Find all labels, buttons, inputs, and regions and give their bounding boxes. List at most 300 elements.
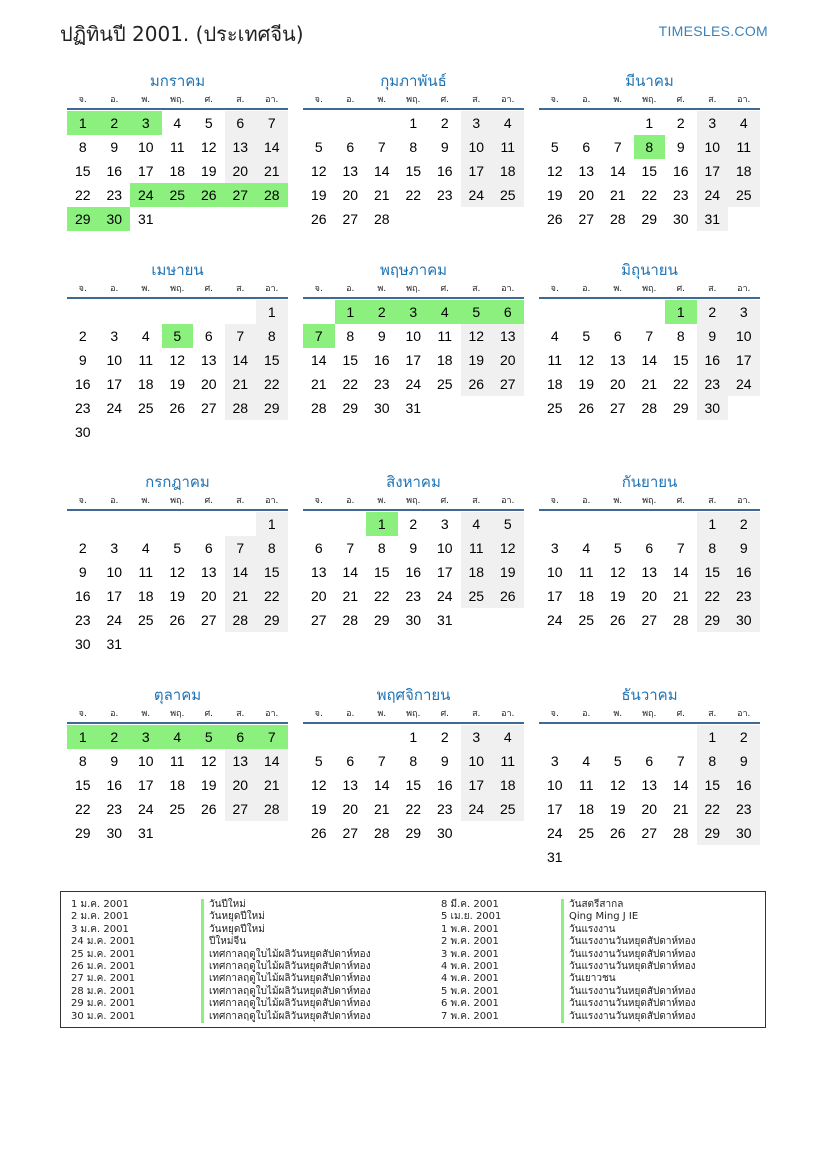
day-cell: 15 [405,163,422,179]
day-cell: 25 [436,376,453,392]
legend-date: 5 เม.ย. 2001 [441,911,502,923]
weekday-label: ส. [236,709,245,719]
day-cell: 28 [256,797,288,821]
month-block [539,684,760,869]
day-cell: 16 [436,777,453,793]
day-cell: 4 [173,115,182,131]
day-cell: 16 [405,564,422,580]
day-cell: 11 [578,777,594,793]
page-title: ปฏิทินปี 2001. (ประเทศจีน) [60,22,304,46]
day-cell: 7 [225,536,257,560]
day-cell: 25 [728,183,760,207]
day-cell: 11 [437,328,453,344]
day-cell-holiday: 1 [366,512,398,536]
weekday-label: อา. [265,496,279,506]
day-cell: 31 [546,849,563,865]
month-block [67,471,288,656]
weekday-label: อา. [265,95,279,105]
day-cell: 18 [137,376,154,392]
month-block [303,70,524,231]
weekday-label: พฤ. [170,709,185,719]
day-cell: 24 [546,825,563,841]
legend-holiday-name: วันสตรีสากล [561,899,696,911]
weekday-label: อ. [346,284,355,294]
day-cell: 20 [342,801,359,817]
empty-cell [571,300,603,324]
day-cell-holiday: 5 [162,324,194,348]
day-cell: 23 [74,612,91,628]
day-cell: 22 [672,376,689,392]
legend-holiday-name: เทศกาลฤดูใบไม้ผลิวันหยุดสัปดาห์ทอง [201,986,371,998]
day-cell: 24 [697,183,729,207]
legend-holiday-name: ปีใหม่จีน [201,936,371,948]
day-cell: 24 [106,612,123,628]
legend-holiday-name: Qing Ming J IE [561,911,696,923]
day-cell: 30 [728,608,760,632]
day-cell: 5 [613,753,622,769]
day-cell: 2 [409,516,418,532]
empty-cell [67,512,99,536]
month-name: มกราคม [149,72,206,90]
day-cell: 30 [106,825,123,841]
day-grid [539,512,760,632]
day-cell: 6 [225,111,257,135]
day-cell: 4 [492,725,524,749]
empty-cell [539,725,571,749]
day-cell: 27 [200,400,217,416]
day-cell: 12 [310,163,327,179]
weekday-label: ศ. [440,496,450,506]
day-cell: 11 [169,753,185,769]
legend-date: 6 พ.ค. 2001 [441,998,499,1010]
legend-holiday-name: วันแรงงาน [561,924,696,936]
weekday-label: จ. [78,709,87,719]
weekday-label: อ. [110,95,119,105]
day-cell: 6 [204,328,213,344]
day-cell: 5 [173,540,182,556]
day-cell: 13 [310,564,327,580]
day-cell: 19 [169,588,186,604]
legend-date: 3 ม.ค. 2001 [71,923,129,935]
weekday-label: ศ. [676,284,686,294]
day-cell: 2 [728,725,760,749]
day-cell: 27 [578,211,595,227]
day-cell: 23 [697,372,729,396]
day-cell: 21 [256,773,288,797]
month-name: พฤษภาคม [379,261,448,279]
day-cell: 18 [169,777,186,793]
day-cell: 3 [728,300,760,324]
empty-cell [335,725,367,749]
day-cell-holiday: 27 [225,183,257,207]
weekday-label: พ. [141,709,151,719]
day-cell: 13 [492,324,524,348]
day-cell-holiday: 8 [634,135,666,159]
day-cell: 22 [641,187,658,203]
empty-cell [303,512,335,536]
day-cell: 14 [641,352,658,368]
day-cell: 20 [342,187,359,203]
weekday-label: พ. [377,496,387,506]
day-cell: 16 [728,560,760,584]
weekday-label: ศ. [204,496,214,506]
day-cell: 26 [310,825,327,841]
day-cell: 28 [373,825,390,841]
weekday-header [67,706,288,724]
day-cell: 14 [225,560,257,584]
legend-holiday-name: เทศกาลฤดูใบไม้ผลิวันหยุดสัปดาห์ทอง [201,998,371,1010]
day-cell: 10 [546,564,563,580]
day-cell: 5 [613,540,622,556]
day-cell: 29 [697,821,729,845]
legend-date: 1 ม.ค. 2001 [71,899,129,910]
day-cell: 24 [546,612,563,628]
weekday-label: ส. [236,284,245,294]
month-name: สิงหาคม [386,473,441,491]
day-cell: 30 [74,424,91,440]
weekday-label: พฤ. [642,709,657,719]
day-cell: 7 [645,328,654,344]
empty-cell [162,300,194,324]
day-cell: 25 [546,400,563,416]
day-cell: 31 [137,825,154,841]
day-cell: 11 [492,749,524,773]
month-block [539,70,760,231]
day-cell: 15 [641,163,658,179]
day-cell: 26 [169,612,186,628]
day-cell: 17 [405,352,422,368]
day-cell: 10 [697,135,729,159]
day-cell: 6 [645,753,654,769]
legend-holiday-name: วันแรงงานวันหยุดสัปดาห์ทอง [561,936,696,948]
day-cell: 23 [373,376,390,392]
day-cell: 13 [200,352,217,368]
empty-cell [130,300,162,324]
day-cell: 17 [546,588,563,604]
day-cell: 15 [672,352,689,368]
day-cell: 22 [256,372,288,396]
weekday-label: พฤ. [406,95,421,105]
legend-holiday-name: วันปีใหม่ [201,899,371,911]
weekday-label: จ. [78,95,87,105]
day-grid [67,300,288,444]
day-grid [539,725,760,869]
month-block [303,684,524,845]
day-cell: 2 [676,115,685,131]
day-cell: 6 [582,139,591,155]
day-cell: 12 [492,536,524,560]
day-cell: 9 [440,139,449,155]
day-grid [67,111,288,231]
day-cell: 16 [106,777,123,793]
month-name: กันยายน [621,473,678,491]
day-cell: 24 [405,376,422,392]
weekday-label: จ. [550,709,559,719]
day-cell-holiday: 6 [492,300,524,324]
day-cell: 12 [169,352,186,368]
empty-cell [99,512,131,536]
day-cell: 15 [697,560,729,584]
day-cell: 30 [697,396,729,420]
weekday-label: ส. [472,95,481,105]
legend-col-names-1 [201,899,371,1023]
day-cell: 2 [697,300,729,324]
weekday-label: ส. [708,496,717,506]
day-cell: 12 [461,324,493,348]
day-cell: 23 [436,801,453,817]
day-cell: 22 [342,376,359,392]
day-cell: 4 [141,540,150,556]
weekday-label: ศ. [676,95,686,105]
day-cell: 19 [492,560,524,584]
weekday-header [303,493,524,511]
day-cell: 18 [578,588,595,604]
day-cell: 13 [342,777,359,793]
day-cell: 28 [225,396,257,420]
weekday-label: จ. [314,709,323,719]
empty-cell [665,512,697,536]
day-cell: 27 [641,612,658,628]
day-cell: 18 [546,376,563,392]
day-cell: 11 [138,564,154,580]
day-grid [303,512,524,632]
day-cell: 3 [110,328,119,344]
day-cell: 14 [256,749,288,773]
day-cell: 21 [373,187,390,203]
weekday-label: จ. [550,496,559,506]
weekday-label: พ. [141,95,151,105]
weekday-label: พฤ. [642,95,657,105]
legend-holiday-name: วันแรงงานวันหยุดสัปดาห์ทอง [561,986,696,998]
day-cell: 26 [200,801,217,817]
day-cell: 29 [672,400,689,416]
day-cell: 29 [373,612,390,628]
weekday-header [67,92,288,110]
month-name: กรกฎาคม [145,473,210,491]
day-cell: 3 [550,540,559,556]
month-block [303,471,524,632]
day-cell-holiday: 1 [335,300,367,324]
empty-cell [366,111,398,135]
day-cell: 17 [728,348,760,372]
day-cell: 30 [672,211,689,227]
day-grid [67,725,288,845]
day-cell: 15 [74,777,91,793]
day-cell: 9 [440,753,449,769]
day-cell-holiday: 2 [366,300,398,324]
day-cell: 20 [641,588,658,604]
weekday-label: ศ. [204,95,214,105]
day-cell: 21 [310,376,327,392]
day-cell: 27 [225,797,257,821]
weekday-label: พฤ. [170,284,185,294]
weekday-label: อา. [265,709,279,719]
day-cell: 14 [342,564,359,580]
day-cell: 29 [74,825,91,841]
legend-holiday-name: วันหยุดปีใหม่ [201,911,371,923]
day-cell: 29 [641,211,658,227]
day-cell: 18 [492,159,524,183]
day-cell: 22 [373,588,390,604]
day-cell: 21 [672,801,689,817]
day-cell: 9 [697,324,729,348]
legend-col-dates-2 [441,899,501,1023]
weekday-header [67,493,288,511]
day-cell: 18 [461,560,493,584]
weekday-label: ส. [708,284,717,294]
day-cell: 8 [256,536,288,560]
day-cell: 16 [728,773,760,797]
day-cell: 19 [310,187,327,203]
empty-cell [571,512,603,536]
weekday-label: อ. [582,709,591,719]
day-cell: 1 [256,512,288,536]
day-cell: 19 [200,163,217,179]
legend-date: 29 ม.ค. 2001 [71,998,136,1010]
day-cell: 25 [137,612,154,628]
month-block [67,259,288,444]
day-cell: 15 [74,163,91,179]
day-cell: 3 [440,516,449,532]
day-cell: 1 [645,115,654,131]
day-cell: 12 [609,777,626,793]
day-cell: 14 [225,348,257,372]
day-cell-holiday: 2 [99,111,131,135]
day-cell: 10 [461,135,493,159]
weekday-label: จ. [314,496,323,506]
legend-holiday-name: วันแรงงานวันหยุดสัปดาห์ทอง [561,949,696,961]
weekday-label: ส. [236,95,245,105]
brand-link[interactable]: TIMESLES.COM [658,23,768,39]
weekday-header [539,706,760,724]
day-cell: 16 [106,163,123,179]
legend-date: 4 พ.ค. 2001 [441,973,499,985]
day-grid [539,300,760,420]
day-cell: 14 [672,777,689,793]
empty-cell [366,725,398,749]
weekday-label: พฤ. [406,496,421,506]
day-cell: 23 [672,187,689,203]
day-cell: 22 [74,187,91,203]
day-cell: 17 [461,159,493,183]
day-cell: 3 [461,725,493,749]
legend-date: 5 พ.ค. 2001 [441,985,499,997]
day-cell: 21 [342,588,359,604]
weekday-label: ส. [472,496,481,506]
weekday-label: จ. [550,95,559,105]
legend-date: 25 ม.ค. 2001 [71,948,136,960]
weekday-label: พ. [613,95,623,105]
day-cell: 7 [676,753,685,769]
legend-date: 27 ม.ค. 2001 [71,973,136,985]
weekday-label: ศ. [204,709,214,719]
month-block [539,259,760,420]
day-cell: 23 [728,797,760,821]
day-cell-holiday: 3 [130,111,162,135]
weekday-label: อา. [737,284,751,294]
day-cell: 26 [546,211,563,227]
day-cell: 2 [78,328,87,344]
day-cell: 26 [609,612,626,628]
day-cell: 24 [106,400,123,416]
day-cell: 25 [137,400,154,416]
day-cell: 9 [78,352,87,368]
day-cell-holiday: 30 [99,207,131,231]
day-cell: 10 [436,540,453,556]
day-cell: 14 [609,163,626,179]
day-cell: 19 [169,376,186,392]
day-cell: 4 [728,111,760,135]
day-cell: 10 [106,352,123,368]
day-cell: 19 [546,187,563,203]
day-cell: 4 [461,512,493,536]
day-cell: 31 [405,400,422,416]
day-cell: 15 [405,777,422,793]
day-cell: 17 [106,376,123,392]
day-cell: 20 [492,348,524,372]
weekday-label: อา. [501,95,515,105]
day-cell: 13 [225,135,257,159]
day-cell: 20 [200,588,217,604]
weekday-label: อา. [737,709,751,719]
empty-cell [539,300,571,324]
weekday-label: ส. [708,709,717,719]
day-cell: 17 [137,777,154,793]
legend-date: 7 พ.ค. 2001 [441,1010,499,1022]
day-cell: 8 [78,139,87,155]
day-cell: 18 [728,159,760,183]
day-cell: 30 [74,636,91,652]
day-cell: 3 [697,111,729,135]
day-cell: 9 [110,139,119,155]
day-cell: 3 [110,540,119,556]
day-cell: 21 [641,376,658,392]
day-cell: 17 [697,159,729,183]
weekday-label: พ. [613,284,623,294]
day-cell: 2 [728,512,760,536]
empty-cell [665,725,697,749]
day-cell: 29 [256,608,288,632]
weekday-label: อ. [582,284,591,294]
day-cell: 9 [78,564,87,580]
day-cell: 10 [546,777,563,793]
day-cell: 16 [74,588,91,604]
day-cell: 19 [200,777,217,793]
empty-cell [130,512,162,536]
day-cell: 28 [310,400,327,416]
empty-cell [602,300,634,324]
day-cell: 23 [106,801,123,817]
weekday-label: อา. [501,496,515,506]
day-cell: 16 [436,163,453,179]
day-cell: 6 [204,540,213,556]
empty-cell [99,300,131,324]
weekday-label: พฤ. [406,709,421,719]
day-cell-holiday: 4 [429,300,461,324]
legend-col-dates-1 [71,899,135,1023]
day-cell: 21 [225,372,257,396]
empty-cell [193,300,225,324]
day-cell: 9 [676,139,685,155]
day-cell: 23 [728,584,760,608]
day-cell: 13 [641,777,658,793]
weekday-label: พ. [613,496,623,506]
day-cell: 4 [141,328,150,344]
weekday-label: ส. [472,709,481,719]
day-cell: 2 [78,540,87,556]
weekday-header [303,92,524,110]
day-cell-holiday: 24 [130,183,162,207]
